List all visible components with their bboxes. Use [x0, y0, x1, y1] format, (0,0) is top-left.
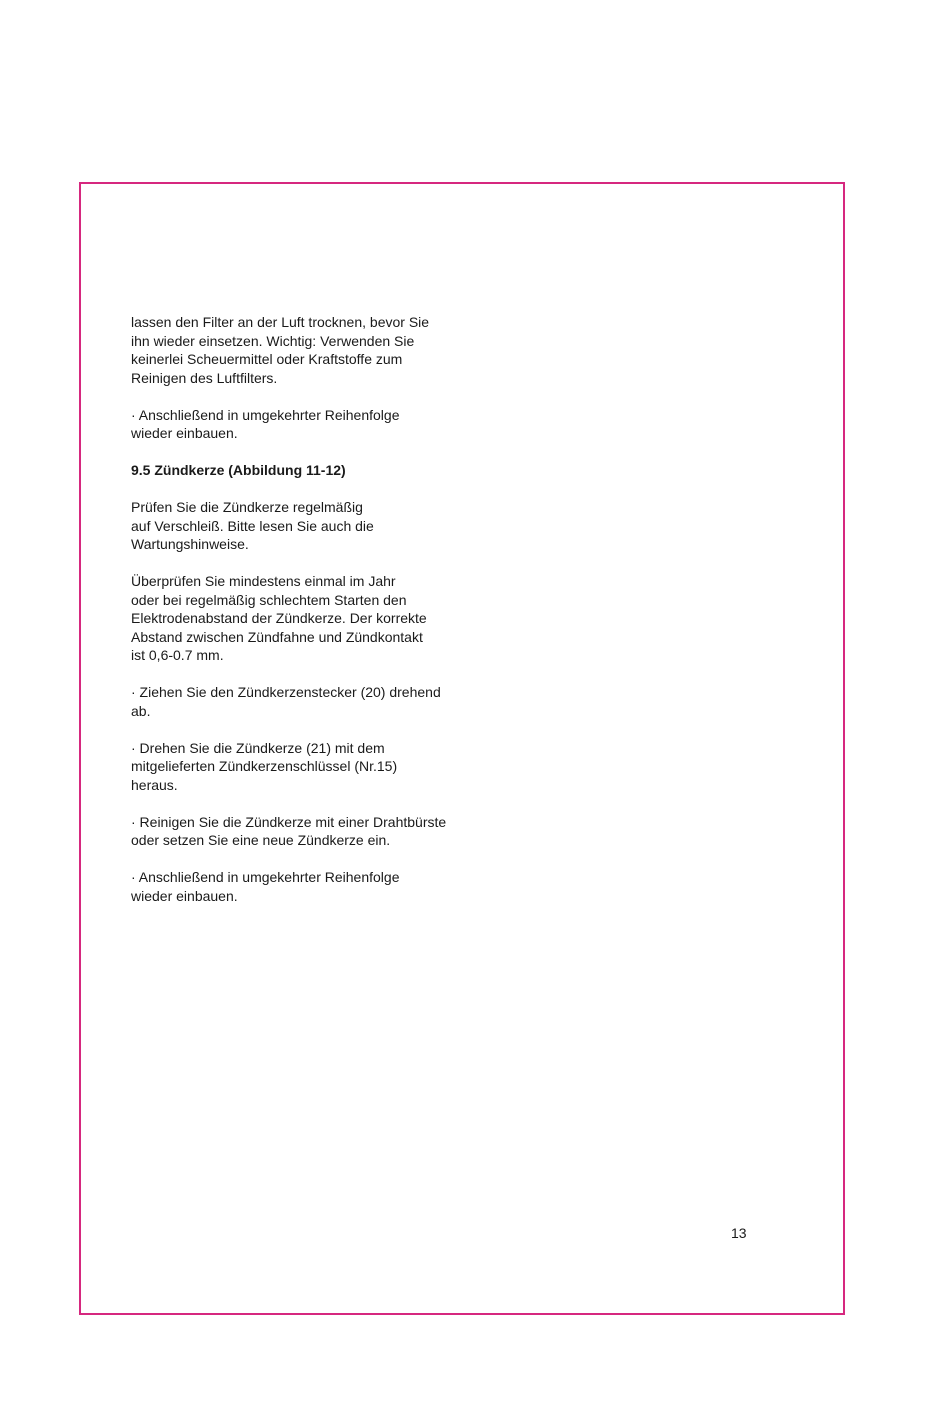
paragraph-reassemble-spark-plug: · Anschließend in umgekehrter Reihenfolge wieder einbauen. [131, 869, 400, 904]
paragraph-check-spark-plug: Prüfen Sie die Zündkerze regelmäßig auf Verschleiß. Bitte lesen Sie auch die Wartungshinweise. [131, 499, 374, 552]
text-column [131, 313, 461, 924]
paragraph-remove-plug-connector: · Ziehen Sie den Zündkerzenstecker (20) drehend ab. [131, 684, 441, 719]
paragraph-electrode-gap: Überprüfen Sie mindestens einmal im Jahr oder bei regelmäßig schlechtem Starten den Elektrodenabstand der Zündkerze. Der korrekte Abstand zwischen Zündfahne und Zündkontakt ist 0,6-0.7 mm. [131, 573, 427, 663]
page-number: 13 [731, 1225, 747, 1241]
paragraph-reassemble-air-filter: · Anschließend in umgekehrter Reihenfolge wieder einbauen. [131, 406, 400, 441]
section-heading-spark-plug: 9.5 Zündkerze (Abbildung 11-12) [131, 462, 346, 478]
paragraph-clean-spark-plug: · Reinigen Sie die Zündkerze mit einer Drahtbürste oder setzen Sie eine neue Zündkerze ein. [131, 813, 447, 848]
paragraph-air-filter-drying: lassen den Filter an der Luft trocknen, bevor Sie ihn wieder einsetzen. Wichtig: Verwenden Sie keinerlei Scheuermittel oder Kraftstoffe zum Reinigen des Luftfilters. [131, 314, 430, 386]
paragraph-unscrew-spark-plug: · Drehen Sie die Zündkerze (21) mit dem mitgelieferten Zündkerzenschlüssel (Nr.15) heraus. [131, 739, 398, 793]
